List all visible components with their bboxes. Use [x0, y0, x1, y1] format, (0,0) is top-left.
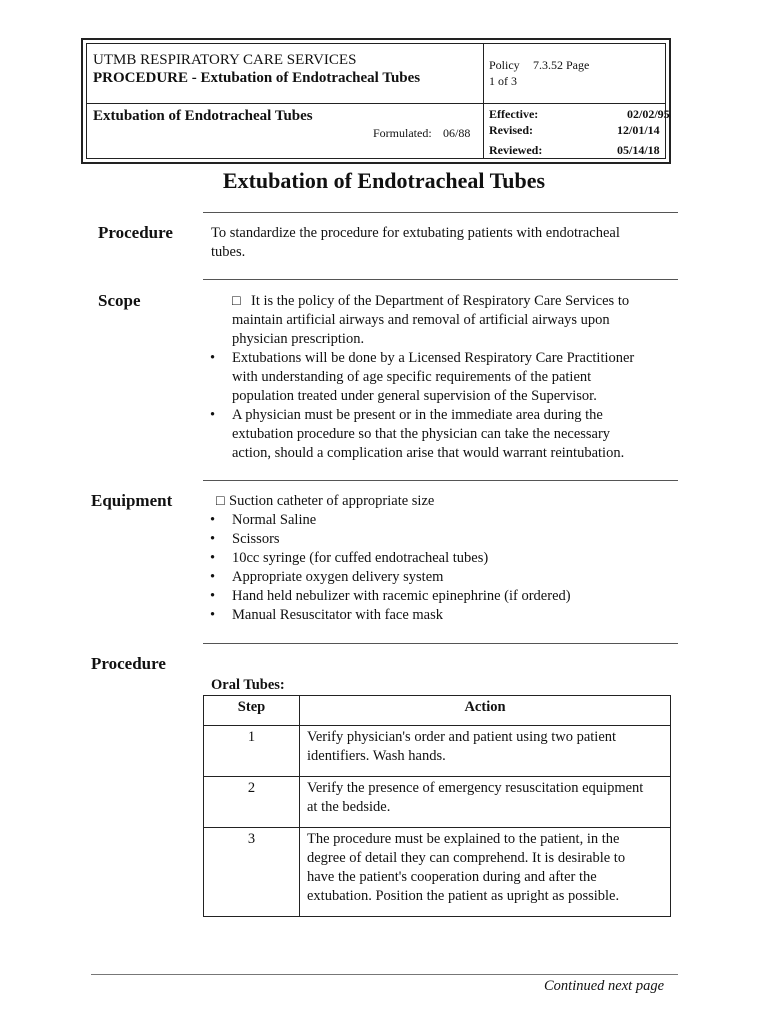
reviewed-date: 05/14/18 — [617, 143, 660, 157]
scope-line: A physician must be present or in the immediate area during the — [232, 407, 603, 423]
equipment-text: Scissors — [232, 531, 280, 547]
step-action — [300, 777, 671, 828]
scope-line: population treated under general supervision of the Supervisor. — [232, 388, 597, 404]
action-line: Verify the presence of emergency resuscitation equipment — [307, 780, 644, 796]
bullet-icon: • — [210, 550, 216, 566]
table-row — [204, 777, 671, 828]
action-line: at the bedside. — [307, 799, 391, 815]
action-line: Verify physician's order and patient using two patient — [307, 729, 617, 745]
scope-label: Scope — [98, 291, 141, 310]
continued-next-page: Continued next page — [544, 978, 665, 994]
checkbox-bullet-icon: □ — [216, 493, 225, 509]
scope-line: with understanding of age specific requirements of the patient — [232, 369, 592, 385]
org-name: UTMB RESPIRATORY CARE SERVICES — [93, 52, 357, 68]
subject-title: Extubation of Endotracheal Tubes — [93, 108, 313, 124]
equipment-item — [210, 549, 650, 568]
revised-label: Revised: — [489, 123, 533, 137]
procedure-label: Procedure — [91, 654, 166, 673]
scope-line: physician prescription. — [232, 331, 365, 347]
page-info: 1 of 3 — [489, 74, 517, 88]
policy-number: 7.3.52 Page — [533, 58, 590, 72]
column-header-action: Action — [300, 696, 671, 726]
step-action — [300, 828, 671, 917]
step-number: 3 — [204, 828, 300, 917]
formulated-date: 06/88 — [443, 126, 471, 140]
bullet-icon: • — [210, 588, 216, 604]
equipment-item — [210, 530, 650, 549]
section-rule — [203, 212, 678, 213]
oral-tubes-heading: Oral Tubes: — [211, 677, 285, 693]
section-rule — [203, 643, 678, 644]
action-line: extubation. Position the patient as upright as possible. — [307, 888, 620, 904]
reviewed-label: Reviewed: — [489, 143, 543, 157]
equipment-text: Hand held nebulizer with racemic epinephrine (if ordered) — [232, 588, 571, 604]
equipment-text: Manual Resuscitator with face mask — [232, 607, 443, 623]
footer-rule — [91, 974, 678, 975]
procedure-title: PROCEDURE - Extubation of Endotracheal Tubes — [93, 70, 421, 86]
column-header-step: Step — [204, 696, 300, 726]
equipment-text: Appropriate oxygen delivery system — [232, 569, 444, 585]
equipment-text: 10cc syringe (for cuffed endotracheal tubes) — [232, 550, 489, 566]
step-number: 2 — [204, 777, 300, 828]
action-line: identifiers. Wash hands. — [307, 748, 446, 764]
equipment-item — [210, 568, 650, 587]
scope-line: action, should a complication arise that would warrant reintubation. — [232, 445, 625, 461]
procedure-table — [203, 695, 671, 917]
action-line: have the patient's cooperation during and after the — [307, 869, 597, 885]
equipment-item — [210, 587, 650, 606]
table-header-row — [204, 696, 671, 726]
scope-line: extubation procedure so that the physician can take the necessary — [232, 426, 611, 442]
equipment-text: Normal Saline — [232, 512, 317, 528]
purpose-line: tubes. — [211, 244, 246, 260]
equipment-item — [210, 606, 650, 625]
purpose-label: Procedure — [98, 223, 173, 242]
bullet-icon: • — [210, 512, 216, 528]
purpose-line: To standardize the procedure for extubating patients with endotracheal — [211, 225, 620, 241]
equipment-label: Equipment — [91, 491, 173, 510]
policy-label: Policy — [489, 58, 520, 72]
step-number: 1 — [204, 726, 300, 777]
scope-line: It is the policy of the Department of Respiratory Care Services to — [251, 293, 630, 309]
action-line: The procedure must be explained to the patient, in the — [307, 831, 620, 847]
bullet-icon: • — [210, 407, 216, 423]
table-row — [204, 828, 671, 917]
header-divider-horizontal — [87, 103, 665, 104]
bullet-icon: • — [210, 607, 216, 623]
checkbox-bullet-icon: □ — [232, 293, 241, 309]
header-inner-frame — [86, 43, 670, 159]
section-rule — [203, 480, 678, 481]
main-title: Extubation of Endotracheal Tubes — [222, 168, 546, 193]
section-rule — [203, 279, 678, 280]
bullet-icon: • — [210, 531, 216, 547]
equipment-item — [216, 492, 616, 511]
document-header — [81, 38, 671, 164]
step-action — [300, 726, 671, 777]
effective-date: 02/02/95 — [627, 107, 670, 121]
header-divider-vertical — [483, 44, 484, 158]
action-line: degree of detail they can comprehend. It is desirable to — [307, 850, 626, 866]
revised-date: 12/01/14 — [617, 123, 660, 137]
scope-line: maintain artificial airways and removal of artificial airways upon — [232, 312, 610, 328]
purpose-text — [211, 224, 620, 262]
scope-line: Extubations will be done by a Licensed Respiratory Care Practitioner — [232, 350, 635, 366]
formulated-label: Formulated: — [373, 126, 432, 140]
effective-label: Effective: — [489, 107, 539, 121]
bullet-icon: • — [210, 350, 216, 366]
equipment-text: Suction catheter of appropriate size — [229, 493, 435, 509]
equipment-item — [210, 511, 650, 530]
bullet-icon: • — [210, 569, 216, 585]
table-row — [204, 726, 671, 777]
